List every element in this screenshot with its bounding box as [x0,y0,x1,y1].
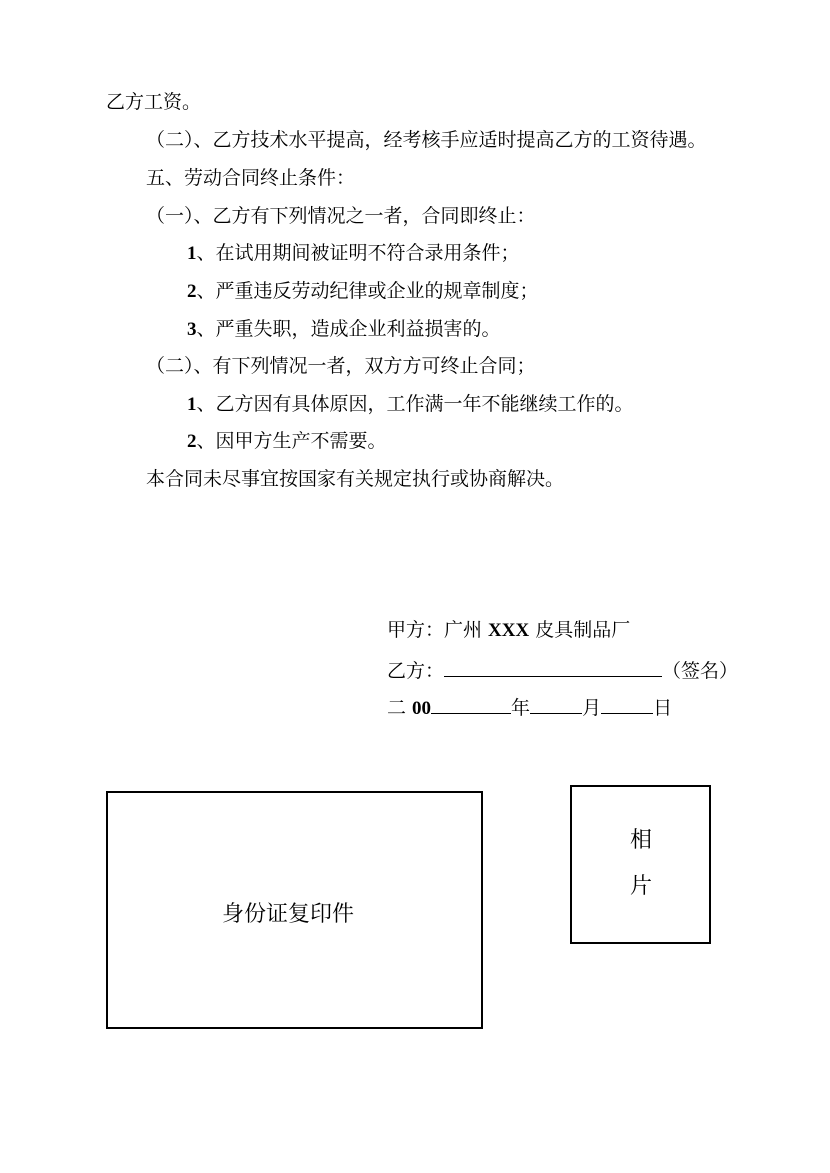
party-b-line [387,656,738,683]
closing-text: 本合同未尽事宜按国家有关规定执行或协商解决。 [146,468,565,490]
signature-suffix: （签名） [662,660,739,682]
item-text: 、乙方因有具体原因，工作满一年不能继续工作的。 [196,393,634,415]
list-item [187,279,539,304]
party-a-label: 甲方：广州 [387,619,489,641]
id-copy-box [106,791,483,1029]
item-text: 、在试用期间被证明不符合录用条件； [196,242,520,264]
wage-end-text: 乙方工资。 [106,91,202,113]
date-prefix: 二 [387,697,413,719]
signature-blank[interactable] [444,656,662,677]
item-text: 、严重失职，造成企业利益损害的。 [196,318,501,340]
sub-clause-2-text: （二）、有下列情况一者，双方方可终止合同； [146,355,536,377]
id-copy-label: 身份证复印件 [222,902,355,927]
month-blank[interactable] [530,693,582,714]
item-number: 2 [187,281,197,302]
party-a-company-name: 皮具制品厂 [529,619,631,641]
clause-2-text: （二）、乙方技术水平提高，经考核手应适时提高乙方的工资待遇。 [146,129,707,151]
item-number: 2 [187,431,197,452]
text-line-8 [146,354,536,378]
item-number: 3 [187,319,197,340]
item-number: 1 [187,394,197,415]
section-5-heading [146,166,355,190]
day-blank[interactable] [601,693,653,714]
list-item [187,392,634,417]
party-a-line [387,618,630,643]
text-line-4 [146,204,536,228]
photo-label-2: 片 [630,874,653,899]
sub-clause-1-text: （一）、乙方有下列情况之一者，合同即终止： [146,205,536,227]
date-year-prefix: 00 [412,698,432,719]
day-label: 日 [653,697,673,719]
list-item [187,317,501,342]
year-blank[interactable] [431,693,511,714]
item-text: 、因甲方生产不需要。 [196,430,387,452]
party-b-label: 乙方： [387,660,445,682]
year-label: 年 [511,697,531,719]
text-line-2 [146,128,707,152]
text-line-11 [146,467,564,491]
list-item [187,429,387,454]
text-line-1 [106,90,201,114]
item-text: 、严重违反劳动纪律或企业的规章制度； [196,280,539,302]
date-line [387,693,672,721]
item-number: 1 [187,243,197,264]
party-a-company-code: XXX [488,620,530,641]
section-5-title: 五、劳动合同终止条件： [146,167,356,189]
month-label: 月 [582,697,602,719]
photo-box [570,785,711,944]
list-item [187,241,520,266]
photo-label-1: 相 [630,828,653,853]
